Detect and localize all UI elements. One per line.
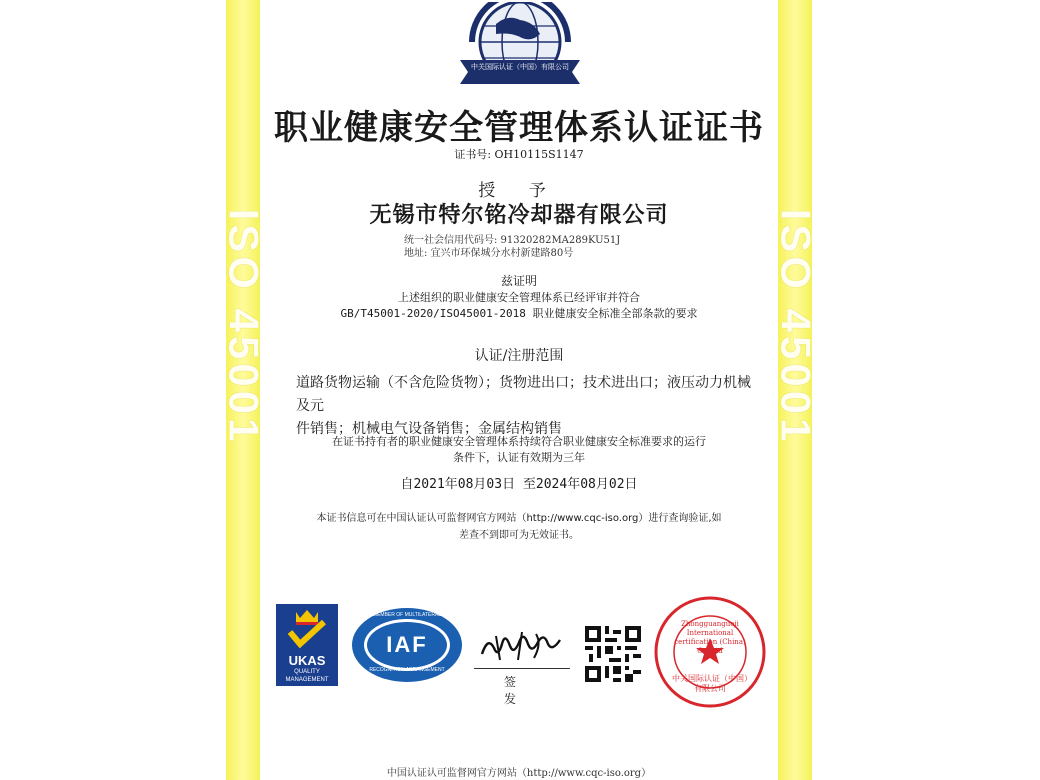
signature-image [476,624,572,668]
ukas-logo: UKAS QUALITY MANAGEMENT [276,604,338,686]
sign-label: 签 发 [503,675,540,706]
globe-emblem-icon [452,2,588,94]
right-iso-band-label: ISO 45001 [772,208,819,446]
certificate-title: 职业健康安全管理体系认证证书 [274,108,764,148]
validity-dates: 自2021年08月03日 至2024年08月02日 [400,477,638,492]
emblem-ribbon-text: 中关国际认证（中国）有限公司 [471,63,569,71]
conformity-statement: 上述组织的职业健康安全管理体系已经评审并符合 GB/T45001-2020/ISO45001-2018 职业健康安全标准全部条款的要求 [340,291,698,320]
validity-statement: 在证书持有者的职业健康安全管理体系持续符合职业健康安全标准要求的运行 条件下，认证有效期为三年 [332,435,706,464]
company-address: 地址: 宜兴市环保城分水村新建路80号 [404,248,574,259]
ukas-name: UKAS [288,653,326,668]
certificate-number: 证书号: OH10115S1147 [454,148,584,161]
signature-line [474,668,570,669]
scope-text: 道路货物运输（不含危险货物）；货物进出口；技术进出口；液压动力机械及元 件销售；机械电气设备销售；金属结构销售 [296,375,751,437]
verification-note: 本证书信息可在中国认证认可监督网官方网站（http://www.cqc-iso.org）进行查询验证,如 差查不到即可为无效证书。 [316,513,722,541]
footer-url: 中国认证认可监督网官方网站（http://www.cqc-iso.org） [386,768,652,779]
grant-label: 授 予 [478,181,560,201]
iaf-top-text: MEMBER OF MULTILATERAL [372,612,442,618]
company-name: 无锡市特尔铭冷却器有限公司 [369,203,669,228]
crown-check-icon [276,604,338,650]
iaf-bottom-text: RECOGNITION ARRANGEMENT [369,667,445,673]
scope-heading: 认证/注册范围 [474,348,564,364]
seal-ring-text: Zhongguanguoji International certification (China) Co.,Ltd [674,620,746,655]
seal-cn-text: 中关国际认证（中国）有限公司 [672,674,748,693]
qr-code-icon [585,626,641,682]
company-meta [404,234,620,260]
prove-label: 兹证明 [500,274,537,288]
credit-code: 统一社会信用代码号: 91320282MA289KU51J [404,235,621,246]
iaf-name: IAF [386,632,428,657]
left-iso-band-label: ISO 45001 [220,208,267,446]
